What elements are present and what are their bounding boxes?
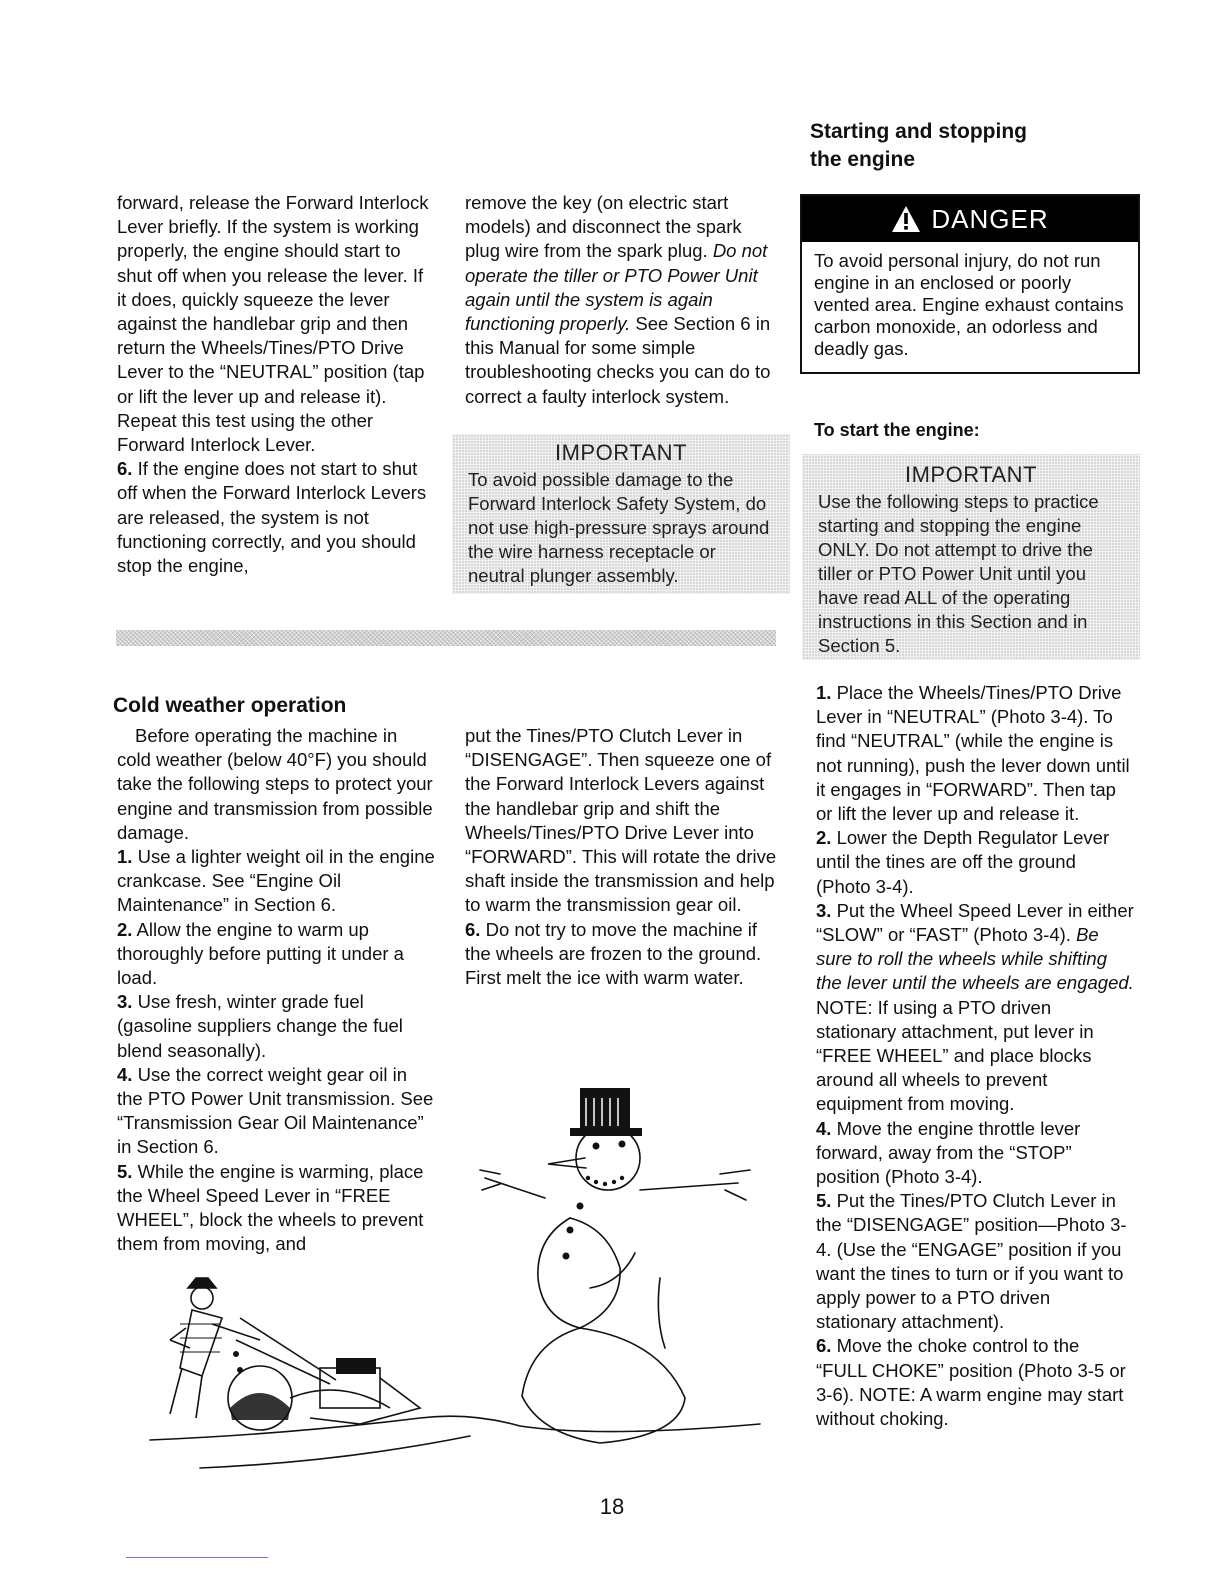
snowman-nose xyxy=(548,1158,586,1168)
section-heading-line1: Starting and stopping xyxy=(810,120,1027,143)
step-text: Lower the Depth Regulator Lever until the tines are off the ground (Photo 3-4). xyxy=(816,827,1110,897)
step-number: 2. xyxy=(117,918,133,940)
footer-rule xyxy=(126,1557,268,1558)
step-text: Move the choke control to the “FULL CHOKE” position (Photo 3-5 or 3-6). NOTE: A warm engine may start without choking. xyxy=(816,1335,1126,1430)
step-number: 5. xyxy=(117,1160,133,1182)
important-title: IMPORTANT xyxy=(904,462,1038,487)
step-text: Do not try to move the machine if the wheels are frozen to the ground. First melt the ice with warm water. xyxy=(465,918,762,989)
warning-triangle-icon xyxy=(891,205,921,233)
paragraph: forward, release the Forward Interlock Lever briefly. If the system is working properly, the engine should start to shut off when you release the lever. If it does, quickly squeeze the lever against the handlebar grip and then return the Wheels/Tines/PTO Drive Lever to the “NEUTRAL” position (tap or lift the lever up and release it). Repeat this test using the other Forward Interlock Lever. xyxy=(117,192,429,456)
paragraph xyxy=(465,191,777,409)
step-text: Move the engine throttle lever forward, away from the “STOP” position (Photo 3-4). xyxy=(816,1117,1081,1188)
list-item xyxy=(816,1334,1134,1431)
important-text: To avoid possible damage to the Forward Interlock Safety System, do not use high-pressure sprays around the wire harness receptacle or neutral plunger assembly. xyxy=(468,469,770,586)
step-number: 5. xyxy=(816,1190,832,1212)
list-item xyxy=(816,826,1134,899)
column-3-bottom xyxy=(816,681,1134,1431)
step-number: 4. xyxy=(117,1063,133,1085)
step-text: Put the Tines/PTO Clutch Lever in the “DISENGAGE” position—Photo 3-4. (Use the “ENGAGE” position if you want the tines to turn or if you want to apply power to a PTO driven stationary attachment). xyxy=(816,1190,1127,1333)
important-text: Use the following steps to practice starting and stopping the engine ONLY. Do not attempt to drive the tiller or PTO Power Unit until you have read ALL of the operating instructions in this Section and in Section 5. xyxy=(818,491,1099,656)
column-1-top xyxy=(117,191,432,578)
column-2-bottom xyxy=(465,724,780,990)
section-heading xyxy=(810,118,1027,174)
snowman-right-arm xyxy=(640,1170,750,1200)
list-item xyxy=(117,990,435,1063)
step-number: 1. xyxy=(816,682,832,703)
list-item xyxy=(117,918,435,991)
danger-label: DANGER xyxy=(931,203,1049,234)
step-number: 6. xyxy=(465,918,481,940)
list-item xyxy=(465,918,780,991)
step-text: Use the correct weight gear oil in the PTO Power Unit transmission. See “Transmission Gear Oil Maintenance” in Section 6. xyxy=(117,1063,434,1158)
step-number: 6. xyxy=(117,458,133,480)
subheading-to-start: To start the engine: xyxy=(814,420,980,440)
danger-box xyxy=(800,194,1140,374)
list-item xyxy=(816,1189,1134,1334)
step-number: 3. xyxy=(117,991,133,1013)
important-notice-box xyxy=(452,434,790,594)
text-run: See Section 6 in this Manual for some simple troubleshooting checks you can do to correct a faulty interlock system. xyxy=(465,313,771,407)
list-item xyxy=(816,1117,1134,1190)
step-italic-text: Be sure to roll the wheels while shifting the lever until the wheels are engaged. xyxy=(816,924,1134,994)
step-number: 6. xyxy=(816,1335,832,1357)
text-run: remove the key (on electric start models) and disconnect the spark plug wire from the spark plug. xyxy=(465,192,742,262)
step-text: Place the Wheels/Tines/PTO Drive Lever in “NEUTRAL” (Photo 3-4). To find “NEUTRAL” (while the engine is not running), push the lever down until it engages in “FORWARD”. Then tap or lift the lever up and release it. xyxy=(816,682,1130,825)
paragraph-step-6 xyxy=(117,457,432,578)
snowman-left-arm xyxy=(480,1170,545,1198)
important-notice-box xyxy=(802,454,1140,660)
step-text: Use fresh, winter grade fuel (gasoline suppliers change the fuel blend seasonally). xyxy=(117,991,403,1061)
section-divider xyxy=(116,630,776,646)
list-item xyxy=(117,845,435,918)
step-number: 1. xyxy=(117,846,133,868)
step-number: 4. xyxy=(816,1117,832,1139)
danger-text: To avoid personal injury, do not run engine in an enclosed or poorly vented area. Engine exhaust contains carbon monoxide, an odorless and deadly gas. xyxy=(814,250,1124,359)
step-number: 2. xyxy=(816,827,832,849)
snowman-top-hat xyxy=(570,1088,642,1136)
snowman-middle xyxy=(570,1218,620,1328)
paragraph: put the Tines/PTO Clutch Lever in “DISENGAGE”. Then squeeze one of the Forward Interlock Levers against the handlebar grip and shift the Wheels/Tines/PTO Drive Lever into “FORWARD”. This will rotate the drive shaft inside the transmission and help to warm the transmission gear oil. xyxy=(465,725,777,916)
page-number: 18 xyxy=(599,1494,625,1519)
step-text: Allow the engine to warm up thoroughly before putting it under a load. xyxy=(117,918,404,989)
column-2-top xyxy=(465,191,777,409)
step-text: While the engine is warming, place the Wheel Speed Lever in “FREE WHEEL”, block the wheels to prevent them from moving, and xyxy=(117,1160,424,1255)
section-heading-line2: the engine xyxy=(810,148,916,171)
tiller-dark-parts xyxy=(230,1351,376,1420)
important-title: IMPORTANT xyxy=(554,440,688,465)
danger-header xyxy=(802,196,1138,242)
note: NOTE: If using a PTO driven stationary attachment, put lever in “FREE WHEEL” and place blocks around all wheels to prevent equipment from moving. xyxy=(816,996,1094,1115)
step-text: If the engine does not start to shut off when the Forward Interlock Levers are released, the system is not functioning correctly, and you should stop the engine, xyxy=(117,458,427,577)
warning-italic-text: Do not operate the tiller or PTO Power Unit again until the system is again functioning properly. xyxy=(465,240,768,335)
snowman-tiller-illustration xyxy=(140,1078,780,1476)
step-text: Use a lighter weight oil in the engine crankcase. See “Engine Oil Maintenance” in Section 6. xyxy=(117,846,435,916)
step-number: 3. xyxy=(816,899,832,921)
cold-weather-heading: Cold weather operation xyxy=(113,694,347,717)
list-item xyxy=(816,899,1134,996)
step-text: Put the Wheel Speed Lever in either “SLOW” or “FAST” (Photo 3-4). xyxy=(816,899,1134,946)
snowman-base xyxy=(522,1328,685,1443)
intro-paragraph: Before operating the machine in cold weather (below 40°F) you should take the following steps to protect your engine and transmission from possible damage. xyxy=(117,725,433,843)
list-item xyxy=(816,681,1134,826)
